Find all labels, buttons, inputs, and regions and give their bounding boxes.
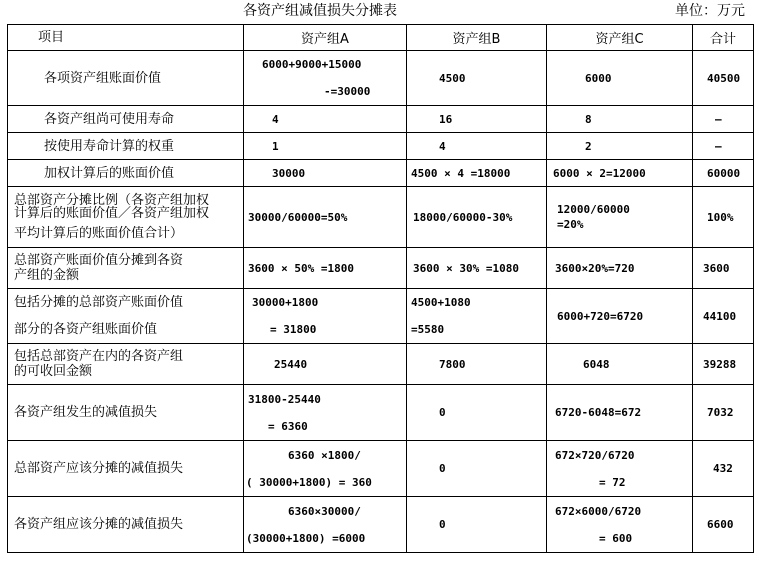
impairment-allocation-table — [7, 24, 754, 553]
table-row — [8, 289, 754, 344]
header-row — [8, 25, 754, 51]
cell-group-c: 6048 — [547, 344, 693, 385]
cell-total: 39288 — [693, 344, 754, 385]
cell-group-a: 30000+1800 = 31800 — [244, 289, 407, 344]
cell-group-a: 25440 — [244, 344, 407, 385]
cell-group-c: 672×720/6720 = 72 — [547, 441, 693, 497]
table-row — [8, 133, 754, 160]
cell-group-a: 4 — [244, 106, 407, 133]
cell-total: 432 — [693, 441, 754, 497]
cell-total: 40500 — [693, 51, 754, 106]
cell-total: 6600 — [693, 497, 754, 553]
cell-group-b: 4500 × 4 =18000 — [407, 160, 547, 187]
row-label: 各资产组应该分摊的减值损失 — [8, 497, 244, 553]
cell-group-a: 31800-25440 = 6360 — [244, 385, 407, 441]
cell-group-c: 6000 — [547, 51, 693, 106]
cell-total: 3600 — [693, 248, 754, 289]
cell-total: 7032 — [693, 385, 754, 441]
table-row — [8, 344, 754, 385]
row-label: 各项资产组账面价值 — [8, 51, 244, 106]
row-label: 包括分摊的总部资产账面价值 部分的各资产组账面价值 — [8, 289, 244, 344]
table-row — [8, 160, 754, 187]
cell-group-c: 2 — [547, 133, 693, 160]
row-label: 按使用寿命计算的权重 — [8, 133, 244, 160]
cell-group-b: 16 — [407, 106, 547, 133]
cell-group-c: 6720-6048=672 — [547, 385, 693, 441]
cell-group-a: 1 — [244, 133, 407, 160]
cell-group-b: 18000/60000-30% — [407, 187, 547, 248]
table-row — [8, 51, 754, 106]
row-label: 总部资产应该分摊的减值损失 — [8, 441, 244, 497]
cell-group-c: 672×6000/6720 = 600 — [547, 497, 693, 553]
cell-group-a: 6360×30000/ (30000+1800) =6000 — [244, 497, 407, 553]
cell-group-b: 4500 — [407, 51, 547, 106]
table-row — [8, 497, 754, 553]
row-label: 包括总部资产在内的各资产组 的可收回金额 — [8, 344, 244, 385]
cell-group-c: 6000+720=6720 — [547, 289, 693, 344]
cell-group-c: 6000 × 2=12000 — [547, 160, 693, 187]
row-label: 加权计算后的账面价值 — [8, 160, 244, 187]
cell-group-b: 0 — [407, 497, 547, 553]
cell-group-b: 0 — [407, 441, 547, 497]
cell-group-c: 8 — [547, 106, 693, 133]
header-item: 项目 — [8, 25, 244, 51]
cell-group-b: 0 — [407, 385, 547, 441]
table-row — [8, 248, 754, 289]
cell-group-c: 12000/60000 =20% — [547, 187, 693, 248]
cell-group-b: 7800 — [407, 344, 547, 385]
header-group-a: 资产组A — [244, 25, 407, 51]
cell-total: 100% — [693, 187, 754, 248]
cell-group-a: 3600 × 50% =1800 — [244, 248, 407, 289]
cell-group-a: 30000/60000=50% — [244, 187, 407, 248]
header-total: 合计 — [693, 25, 754, 51]
cell-group-b: 3600 × 30% =1080 — [407, 248, 547, 289]
cell-group-a: 6360 ×1800/ ( 30000+1800) = 360 — [244, 441, 407, 497]
cell-group-b: 4 — [407, 133, 547, 160]
cell-total: — — [693, 106, 754, 133]
row-label: 总部资产分摊比例（各资产组加权 计算后的账面价值／各资产组加权 平均计算后的账面价值合计） — [8, 187, 244, 248]
cell-total: 60000 — [693, 160, 754, 187]
header-group-c: 资产组C — [547, 25, 693, 51]
cell-total: — — [693, 133, 754, 160]
row-label: 各资产组尚可使用寿命 — [8, 106, 244, 133]
table-row — [8, 385, 754, 441]
row-label: 总部资产账面价值分摊到各资 产组的金额 — [8, 248, 244, 289]
row-label: 各资产组发生的减值损失 — [8, 385, 244, 441]
table-row — [8, 106, 754, 133]
header-group-b: 资产组B — [407, 25, 547, 51]
table-row — [8, 187, 754, 248]
table-row — [8, 441, 754, 497]
cell-group-c: 3600×20%=720 — [547, 248, 693, 289]
table-title: 各资产组减值损失分摊表 — [243, 3, 397, 19]
cell-group-a: 30000 — [244, 160, 407, 187]
cell-group-a: 6000+9000+15000 -=30000 — [244, 51, 407, 106]
cell-total: 44100 — [693, 289, 754, 344]
unit-label: 单位：万元 — [675, 3, 745, 19]
cell-group-b: 4500+1080 =5580 — [407, 289, 547, 344]
